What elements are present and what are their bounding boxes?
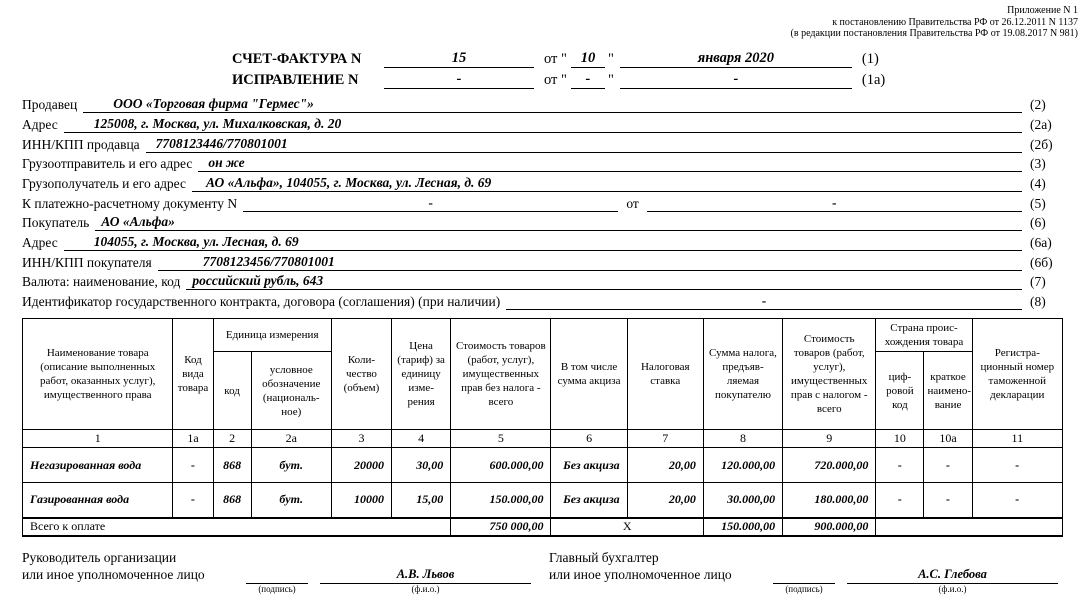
invoice-line-ref: (1) (861, 50, 879, 67)
invoice-title-label: СЧЕТ-ФАКТУРА N (232, 50, 362, 67)
invoice-day-value: 10 (571, 50, 605, 68)
accountant-sign-caption: (подпись) (785, 583, 823, 594)
accountant-label-line: Главный бухгалтер (549, 549, 659, 565)
item-country-name: - (924, 448, 972, 483)
item-unit-code: 868 (213, 448, 251, 483)
col-number: 10а (924, 430, 972, 448)
invoice-title-row (232, 47, 1086, 68)
seller-inn-field (22, 133, 1062, 153)
item-country-code: - (876, 483, 924, 518)
regulation-note (0, 5, 1086, 40)
director-label-line: Руководитель организации (22, 549, 177, 565)
consignee-field (22, 172, 1062, 192)
col-header-tax-amount: Сумма налога, предъяв-ляемая покупателю (703, 319, 782, 430)
total-tax-amount: 150.000,00 (703, 518, 782, 536)
item-type-code: - (173, 483, 213, 518)
col-header-country-name: краткое наимено-вание (924, 352, 972, 430)
consignor-label: Грузоотправитель и его адрес (22, 156, 193, 172)
col-header-cost-with-tax: Стоимость товаров (работ, услуг), имущественных прав с налогом - всего (783, 319, 876, 430)
correction-title-label: ИСПРАВЛЕНИЕ N (232, 71, 359, 88)
total-cost-with-tax: 900.000,00 (783, 518, 876, 536)
payment-doc-number-value: - (243, 195, 618, 212)
regulation-note-line: Приложение N 1 (1007, 5, 1078, 16)
item-cost-with-tax: 180.000,00 (783, 483, 876, 518)
col-number: 1а (173, 430, 213, 448)
buyer-label: Покупатель (22, 215, 90, 231)
payment-doc-label: К платежно-расчетному документу N (22, 195, 238, 211)
director-sign-slot (246, 567, 308, 595)
col-header-tax-rate: Налоговая ставка (627, 319, 703, 430)
col-number: 5 (451, 430, 551, 448)
item-country-name: - (924, 483, 972, 518)
col-header-customs-number: Регистра-ционный номер таможенной декларации (972, 319, 1062, 430)
col-header-excise: В том числе сумма акциза (551, 319, 627, 430)
invoice-items-table (22, 318, 1063, 537)
correction-day-value: - (571, 71, 605, 89)
item-tax-amount: 30.000,00 (703, 483, 782, 518)
consignor-field (22, 153, 1062, 173)
currency-label: Валюта: наименование, код (22, 274, 181, 290)
accountant-name-slot (847, 567, 1058, 595)
buyer-address-field (22, 231, 1062, 251)
seller-inn-value: 7708123446/770801001 (146, 136, 1022, 153)
col-header-country-code: циф-ровой код (876, 352, 924, 430)
seller-address-label: Адрес (22, 116, 58, 132)
seller-label: Продавец (22, 97, 78, 113)
consignee-label: Грузополучатель и его адрес (22, 175, 187, 191)
correction-number-value: - (384, 71, 534, 89)
accountant-sign-slot (773, 567, 835, 595)
buyer-value: АО «Альфа» (95, 214, 1022, 231)
col-header-unit-code: код (213, 352, 251, 430)
col-number: 10 (876, 430, 924, 448)
consignee-value: АО «Альфа», 104055, г. Москва, ул. Лесная, д. 69 (192, 175, 1022, 192)
payment-doc-field (22, 192, 1062, 212)
col-header-country-group: Страна проис-хождения товара (876, 319, 972, 352)
director-label-line: или иное уполномоченное лицо (22, 567, 205, 583)
accountant-label (549, 549, 773, 595)
buyer-inn-value: 7708123456/770801001 (158, 254, 1022, 271)
consignor-value: он же (198, 155, 1022, 172)
item-customs-number: - (972, 483, 1062, 518)
requisites-block (22, 94, 1062, 311)
item-unit: бут. (251, 483, 331, 518)
item-price: 15,00 (392, 483, 451, 518)
signatures-block (22, 549, 1064, 595)
column-numbering-row (23, 430, 1063, 448)
total-empty-area (876, 518, 1063, 536)
consignor-ref: (3) (1030, 156, 1046, 172)
item-quantity: 10000 (331, 483, 391, 518)
invoice-quote-mark: " (607, 50, 614, 67)
currency-ref: (7) (1030, 274, 1046, 290)
total-label: Всего к оплате (23, 518, 451, 536)
col-header-unit-group: Единица измерения (213, 319, 331, 352)
item-name: Негазированная вода (23, 448, 173, 483)
item-cost-wo-tax: 150.000,00 (451, 483, 551, 518)
item-cost-wo-tax: 600.000,00 (451, 448, 551, 483)
item-price: 30,00 (392, 448, 451, 483)
currency-field (22, 271, 1062, 291)
col-header-price: Цена (тариф) за единицу изме-рения (392, 319, 451, 430)
director-label (22, 549, 246, 595)
seller-ref: (2) (1030, 97, 1046, 113)
total-cost-wo-tax: 750 000,00 (451, 518, 551, 536)
buyer-inn-field (22, 251, 1062, 271)
gov-contract-label: Идентификатор государственного контракта, договора (соглашения) (при наличии) (22, 294, 501, 310)
item-row (23, 483, 1063, 518)
seller-address-ref: (2а) (1030, 116, 1052, 132)
buyer-ref: (6) (1030, 215, 1046, 231)
seller-value: ООО «Торговая фирма "Гермес"» (83, 96, 1022, 113)
col-header-item-name: Наименование товара (описание выполненных работ, оказанных услуг), имущественного права (23, 319, 173, 430)
accountant-signature-block (537, 549, 1064, 595)
item-excise: Без акциза (551, 483, 627, 518)
correction-quote-mark: " (607, 71, 614, 88)
col-number: 3 (331, 430, 391, 448)
item-tax-rate: 20,00 (627, 448, 703, 483)
gov-contract-field (22, 290, 1062, 310)
director-signature-block (22, 549, 537, 595)
buyer-address-value: 104055, г. Москва, ул. Лесная, д. 69 (64, 234, 1022, 251)
item-row (23, 448, 1063, 483)
invoice-date-ot-label: от " (544, 50, 567, 67)
director-name-value: А.В. Львов (320, 567, 531, 584)
col-number: 6 (551, 430, 627, 448)
consignee-ref: (4) (1030, 175, 1046, 191)
accountant-name-caption: (ф.и.о.) (938, 583, 967, 594)
col-number: 4 (392, 430, 451, 448)
seller-address-value: 125008, г. Москва, ул. Михалковская, д. 20 (64, 116, 1022, 133)
item-excise: Без акциза (551, 448, 627, 483)
item-tax-rate: 20,00 (627, 483, 703, 518)
total-row (23, 518, 1063, 536)
item-cost-with-tax: 720.000,00 (783, 448, 876, 483)
regulation-note-line: (в редакции постановления Правительства РФ от 19.08.2017 N 981) (790, 28, 1078, 39)
correction-title-row (232, 68, 1086, 89)
table-header-row-1 (23, 319, 1063, 352)
correction-line-ref: (1а) (861, 71, 886, 88)
director-sign-caption: (подпись) (258, 583, 296, 594)
col-number: 2а (251, 430, 331, 448)
total-x-mark: X (551, 518, 703, 536)
payment-doc-ot-label: от (626, 195, 639, 211)
item-name: Газированная вода (23, 483, 173, 518)
col-header-quantity: Коли-чество (объем) (331, 319, 391, 430)
seller-field (22, 94, 1062, 114)
buyer-inn-label: ИНН/КПП покупателя (22, 254, 152, 270)
director-sign-line (246, 567, 308, 584)
director-name-caption: (ф.и.о.) (411, 583, 440, 594)
director-name-slot (320, 567, 531, 595)
seller-inn-label: ИНН/КПП продавца (22, 136, 140, 152)
accountant-name-value: А.С. Глебова (847, 567, 1058, 584)
col-header-cost-wo-tax: Стоимость товаров (работ, услуг), имущественных прав без налога - всего (451, 319, 551, 430)
correction-date-value: - (620, 71, 852, 89)
item-unit: бут. (251, 448, 331, 483)
item-type-code: - (173, 448, 213, 483)
col-number: 11 (972, 430, 1062, 448)
item-customs-number: - (972, 448, 1062, 483)
col-number: 7 (627, 430, 703, 448)
correction-date-ot-label: от " (544, 71, 567, 88)
accountant-sign-line (773, 567, 835, 584)
item-quantity: 20000 (331, 448, 391, 483)
col-number: 2 (213, 430, 251, 448)
payment-doc-date-value: - (647, 195, 1022, 212)
item-country-code: - (876, 448, 924, 483)
col-number: 1 (23, 430, 173, 448)
buyer-address-ref: (6а) (1030, 235, 1052, 250)
title-block (232, 47, 1086, 89)
seller-address-field (22, 113, 1062, 133)
seller-inn-ref: (2б) (1030, 136, 1053, 152)
item-tax-amount: 120.000,00 (703, 448, 782, 483)
invoice-month-year-value: января 2020 (620, 50, 852, 68)
accountant-label-line: или иное уполномоченное лицо (549, 567, 732, 583)
buyer-inn-ref: (6б) (1030, 254, 1053, 270)
invoice-number-value: 15 (384, 50, 534, 68)
gov-contract-value: - (506, 293, 1022, 310)
regulation-note-line: к постановлению Правительства РФ от 26.12.2011 N 1137 (832, 16, 1078, 28)
payment-doc-ref: (5) (1030, 195, 1046, 211)
gov-contract-ref: (8) (1030, 294, 1046, 310)
item-unit-code: 868 (213, 483, 251, 518)
buyer-address-label: Адрес (22, 235, 58, 250)
col-header-item-type-code: Код вида товара (173, 319, 213, 430)
col-header-unit-name: условное обозначение (националь-ное) (251, 352, 331, 430)
col-number: 8 (703, 430, 782, 448)
buyer-field (22, 212, 1062, 232)
currency-value: российский рубль, 643 (186, 273, 1022, 290)
col-number: 9 (783, 430, 876, 448)
